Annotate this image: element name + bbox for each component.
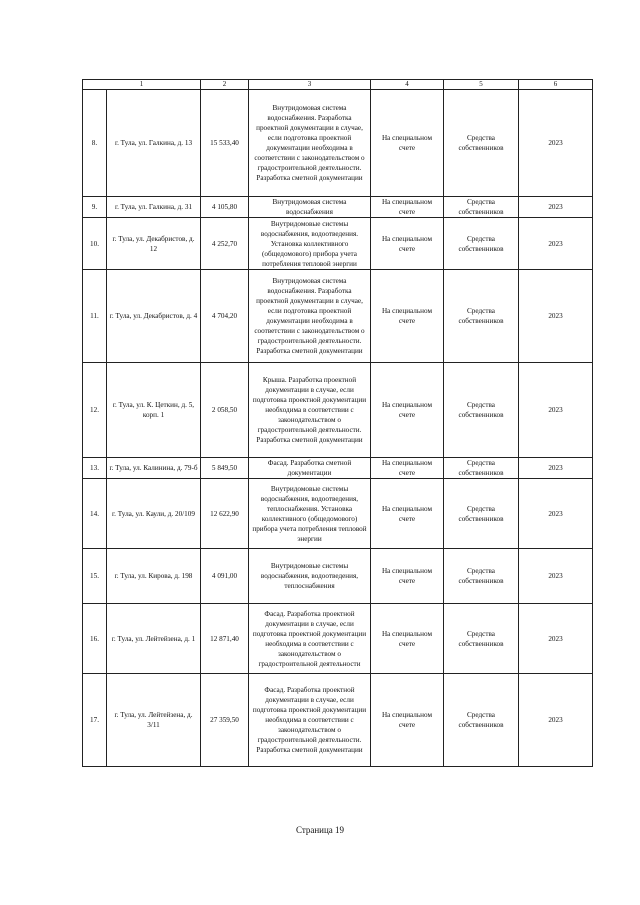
address-cell: г. Тула, ул. Галкина, д. 13 [107, 90, 201, 197]
year-cell: 2023 [519, 218, 593, 270]
amount-cell: 15 533,40 [201, 90, 249, 197]
amount-cell: 4 091,00 [201, 549, 249, 604]
year-cell: 2023 [519, 458, 593, 479]
year-cell: 2023 [519, 479, 593, 549]
address-cell: г. Тула, ул. Галкина, д. 31 [107, 197, 201, 218]
header-cell: 1 [83, 80, 201, 90]
header-cell: 5 [444, 80, 519, 90]
table-row [83, 479, 593, 549]
work-description-cell: Внутридомовая система водоснабжения. Разработка проектной документации в случае, если подготовка проектной документации необходима в соответствии с законодательством о градостроительной деятельности. Разработка сметной документации [249, 270, 371, 363]
funding-source-cell: Средства собственников [444, 674, 519, 767]
address-cell: г. Тула, ул. К. Цеткин, д. 5, корп. 1 [107, 363, 201, 458]
address-cell: г. Тула, ул. Декабристов, д. 12 [107, 218, 201, 270]
work-description-cell: Внутридомовая система водоснабжения [249, 197, 371, 218]
funding-source-cell: Средства собственников [444, 270, 519, 363]
year-cell: 2023 [519, 197, 593, 218]
account-cell: На специальном счете [371, 674, 444, 767]
header-cell: 6 [519, 80, 593, 90]
account-cell: На специальном счете [371, 604, 444, 674]
year-cell: 2023 [519, 363, 593, 458]
funding-source-cell: Средства собственников [444, 479, 519, 549]
amount-cell: 5 849,50 [201, 458, 249, 479]
address-cell: г. Тула, ул. Декабристов, д. 4 [107, 270, 201, 363]
account-cell: На специальном счете [371, 197, 444, 218]
row-number-cell: 11. [83, 270, 107, 363]
account-cell: На специальном счете [371, 549, 444, 604]
table-header-row [83, 80, 593, 90]
account-cell: На специальном счете [371, 363, 444, 458]
row-number-cell: 9. [83, 197, 107, 218]
header-cell: 2 [201, 80, 249, 90]
account-cell: На специальном счете [371, 458, 444, 479]
page-number: Страница 19 [295, 825, 345, 835]
account-cell: На специальном счете [371, 479, 444, 549]
work-description-cell: Фасад. Разработка проектной документации в случае, если подготовка проектной документации необходима в соответствии с законодательством о градостроительной деятельности. Разработка сметной документации [249, 674, 371, 767]
amount-cell: 27 359,50 [201, 674, 249, 767]
address-cell: г. Тула, ул. Кирова, д. 198 [107, 549, 201, 604]
account-cell: На специальном счете [371, 218, 444, 270]
funding-source-cell: Средства собственников [444, 549, 519, 604]
year-cell: 2023 [519, 270, 593, 363]
funding-source-cell: Средства собственников [444, 458, 519, 479]
header-cell: 4 [371, 80, 444, 90]
year-cell: 2023 [519, 674, 593, 767]
row-number-cell: 17. [83, 674, 107, 767]
table-row [83, 604, 593, 674]
funding-source-cell: Средства собственников [444, 197, 519, 218]
amount-cell: 12 622,90 [201, 479, 249, 549]
amount-cell: 4 252,70 [201, 218, 249, 270]
table-row [83, 270, 593, 363]
address-cell: г. Тула, ул. Калинина, д. 79-б [107, 458, 201, 479]
address-cell: г. Тула, ул. Лейтейзена, д. 1 [107, 604, 201, 674]
table-row [83, 674, 593, 767]
funding-source-cell: Средства собственников [444, 218, 519, 270]
year-cell: 2023 [519, 90, 593, 197]
work-description-cell: Фасад. Разработка сметной документации [249, 458, 371, 479]
work-description-cell: Внутридомовые системы водоснабжения, водоотведения, теплоснабжения. Установка коллективного (общедомового) прибора учета потребления тепловой энергии [249, 479, 371, 549]
amount-cell: 2 058,50 [201, 363, 249, 458]
work-description-cell: Внутридомовая система водоснабжения. Разработка проектной документации в случае, если подготовка проектной документации необходима в соответствии с законодательством о градостроительной деятельности. Разработка сметной документации [249, 90, 371, 197]
works-table [82, 79, 593, 767]
table-row [83, 458, 593, 479]
amount-cell: 4 704,20 [201, 270, 249, 363]
row-number-cell: 14. [83, 479, 107, 549]
funding-source-cell: Средства собственников [444, 363, 519, 458]
row-number-cell: 8. [83, 90, 107, 197]
header-cell: 3 [249, 80, 371, 90]
amount-cell: 4 105,80 [201, 197, 249, 218]
address-cell: г. Тула, ул. Лейтейзена, д. 3/11 [107, 674, 201, 767]
work-description-cell: Внутридомовые системы водоснабжения, водоотведения, теплоснабжения [249, 549, 371, 604]
work-description-cell: Крыша. Разработка проектной документации в случае, если подготовка проектной документации необходима в соответствии с законодательством о градостроительной деятельности. Разработка сметной документации [249, 363, 371, 458]
table-row [83, 197, 593, 218]
row-number-cell: 12. [83, 363, 107, 458]
address-cell: г. Тула, ул. Каули, д. 20/109 [107, 479, 201, 549]
table-row [83, 363, 593, 458]
year-cell: 2023 [519, 604, 593, 674]
table-row [83, 549, 593, 604]
table-row [83, 218, 593, 270]
work-description-cell: Внутридомовые системы водоснабжения, водоотведения. Установка коллективного (общедомового) прибора учета потребления тепловой энергии [249, 218, 371, 270]
funding-source-cell: Средства собственников [444, 604, 519, 674]
row-number-cell: 10. [83, 218, 107, 270]
table-row [83, 90, 593, 197]
funding-source-cell: Средства собственников [444, 90, 519, 197]
row-number-cell: 15. [83, 549, 107, 604]
year-cell: 2023 [519, 549, 593, 604]
account-cell: На специальном счете [371, 270, 444, 363]
amount-cell: 12 871,40 [201, 604, 249, 674]
account-cell: На специальном счете [371, 90, 444, 197]
row-number-cell: 16. [83, 604, 107, 674]
row-number-cell: 13. [83, 458, 107, 479]
work-description-cell: Фасад. Разработка проектной документации в случае, если подготовка проектной документации необходима в соответствии с законодательством о градостроительной деятельности [249, 604, 371, 674]
